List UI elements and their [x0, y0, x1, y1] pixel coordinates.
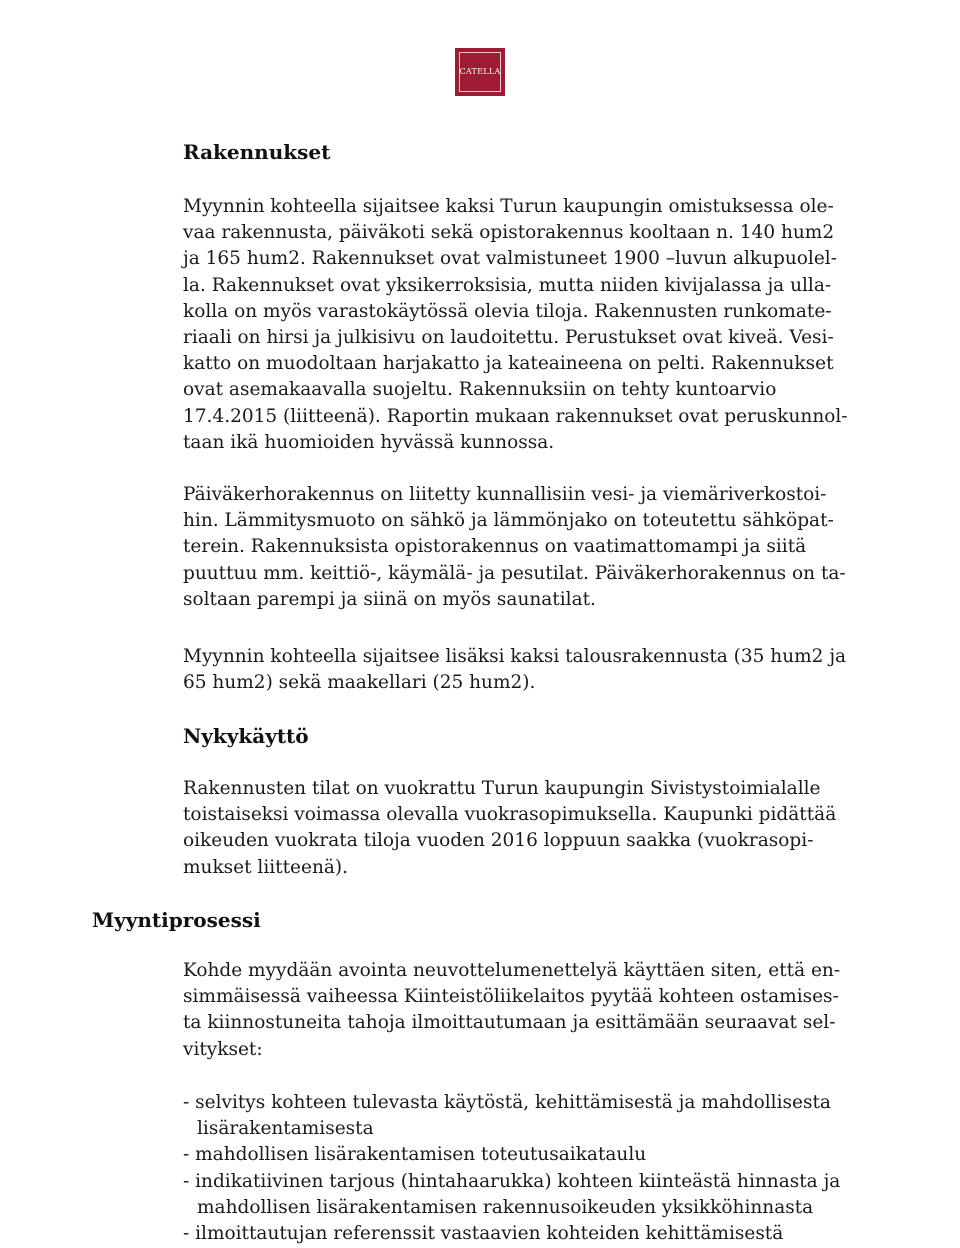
- paragraph-buildings: [183, 194, 873, 456]
- text-line: soltaan parempi ja siinä on myös saunatilat.: [183, 588, 596, 610]
- text-line: riaali on hirsi ja julkisivu on laudoitettu. Perustukset ovat kiveä. Vesi-: [183, 327, 834, 349]
- text-line: Rakennusten tilat on vuokrattu Turun kaupungin Sivistystoimialalle: [183, 778, 821, 799]
- text-line: Kohde myydään avointa neuvottelumenettelyä käyttäen siten, että en-: [183, 960, 841, 981]
- text-line: taan ikä huomioiden hyvässä kunnossa.: [183, 431, 555, 453]
- list-item-text: - ilmoittautujan referenssit vastaavien kohteiden kehittämisestä: [183, 1223, 784, 1245]
- list-item: [183, 1090, 903, 1142]
- list-item-text: - indikatiivinen tarjous (hintahaarukka) kohteen kiinteästä hinnasta ja: [183, 1170, 841, 1192]
- text-line: Päiväkerhorakennus on liitetty kunnallisiin vesi- ja viemäriverkostoi-: [183, 484, 827, 505]
- paragraph-outbuildings: [183, 644, 873, 696]
- text-line: 17.4.2015 (liitteenä). Raportin mukaan rakennukset ovat peruskunnol-: [183, 405, 848, 427]
- text-line: hin. Lämmitysmuoto on sähkö ja lämmönjako on toteutettu sähköpat-: [183, 510, 834, 532]
- text-line: katto on muodoltaan harjakatto ja kateaineena on pelti. Rakennukset: [183, 353, 834, 375]
- text-line: ta kiinnostuneita tahoja ilmoittautumaan ja esittämään seuraavat sel-: [183, 1012, 836, 1034]
- heading-myyntiprosessi: Myyntiprosessi: [92, 908, 261, 932]
- requirements-list: [183, 1090, 903, 1247]
- paragraph-current-use: [183, 776, 873, 881]
- text-line: kolla on myös varastokäytössä olevia tiloja. Rakennusten runkomate-: [183, 300, 832, 322]
- text-line: simmäisessä vaiheessa Kiinteistöliikelaitos pyytää kohteen ostamises-: [183, 986, 839, 1008]
- text-line: oikeuden vuokrata tiloja vuoden 2016 loppuun saakka (vuokrasopi-: [183, 830, 814, 852]
- text-line: mukset liitteenä).: [183, 856, 348, 878]
- heading-rakennukset: Rakennukset: [183, 140, 331, 164]
- text-line: ja 165 hum2. Rakennukset ovat valmistuneet 1900 –luvun alkupuolel-: [183, 248, 837, 270]
- list-item-text-continued: lisärakentamisesta: [197, 1118, 374, 1140]
- paragraph-daycare: [183, 482, 873, 613]
- list-item: [183, 1169, 903, 1221]
- catella-logo-text: CATELLA: [459, 67, 501, 76]
- list-item-text: - selvitys kohteen tulevasta käytöstä, kehittämisestä ja mahdollisesta: [183, 1092, 831, 1113]
- catella-logo: [455, 48, 505, 96]
- list-item: [183, 1142, 903, 1168]
- text-line: puuttuu mm. keittiö-, käymälä- ja pesutilat. Päiväkerhorakennus on ta-: [183, 562, 846, 584]
- text-line: 65 hum2) sekä maakellari (25 hum2).: [183, 672, 536, 694]
- text-line: vitykset:: [183, 1038, 263, 1060]
- heading-nykykaytto: Nykykäyttö: [183, 724, 309, 748]
- text-line: la. Rakennukset ovat yksikerroksisia, mutta niiden kivijalassa ja ulla-: [183, 274, 832, 296]
- catella-logo-border: [459, 52, 501, 92]
- list-item-text-continued: mahdollisen lisärakentamisen rakennusoikeuden yksikköhinnasta: [197, 1196, 814, 1218]
- text-line: toistaiseksi voimassa olevalla vuokrasopimuksella. Kaupunki pidättää: [183, 804, 837, 826]
- list-item: [183, 1221, 903, 1247]
- text-line: terein. Rakennuksista opistorakennus on vaatimattomampi ja siitä: [183, 536, 807, 558]
- text-line: Myynnin kohteella sijaitsee lisäksi kaksi talousrakennusta (35 hum2 ja: [183, 646, 847, 667]
- text-line: ovat asemakaavalla suojeltu. Rakennuksiin on tehty kuntoarvio: [183, 379, 777, 401]
- list-item-text: - mahdollisen lisärakentamisen toteutusaikataulu: [183, 1144, 647, 1166]
- text-line: vaa rakennusta, päiväkoti sekä opistorakennus kooltaan n. 140 hum2: [183, 222, 835, 244]
- text-line: Myynnin kohteella sijaitsee kaksi Turun kaupungin omistuksessa ole-: [183, 196, 834, 217]
- paragraph-sales-process: [183, 958, 873, 1063]
